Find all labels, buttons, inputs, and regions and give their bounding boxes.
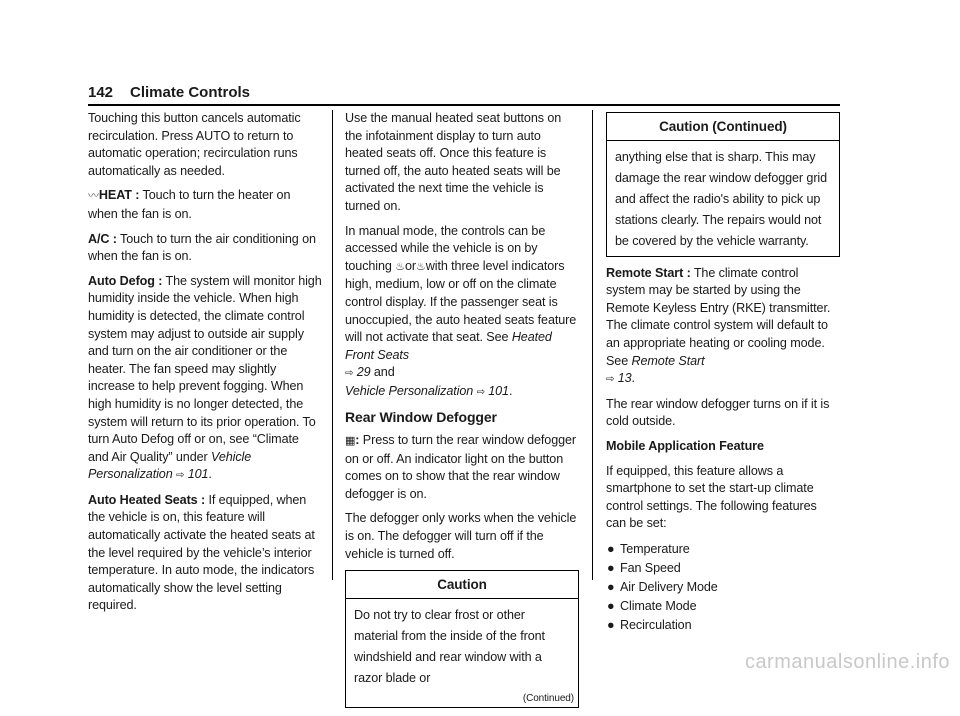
caution-box-continued <box>606 112 840 257</box>
heat-icon: 〰 <box>88 190 99 203</box>
list-item <box>606 578 840 597</box>
header-rule <box>88 104 840 106</box>
section-title: Climate Controls <box>130 84 251 101</box>
page-reference[interactable]: 101 <box>187 467 209 482</box>
auto-defog-paragraph: Auto Defog : The system will monitor high humidity inside the vehicle. When high humidity is detected, the climate control system may adjust to outside air supply and turn on the air conditioner or the heater. The fan speed may slightly increase to help prevent fogging. When high humidity is no longer detected, the system will return to its prior operation. To turn Auto Defog off or on, see “Climate and Air Quality” under Vehicle Personalization ⇨ 101. <box>88 273 322 482</box>
feature-list <box>606 540 840 635</box>
paragraph: The defogger only works when the vehicle is on. The defogger will turn off if the vehicle is turned off. <box>345 511 577 561</box>
text: or <box>404 258 416 273</box>
subheading: Mobile Application Feature <box>606 438 764 453</box>
auto-defog-label: Auto Defog : <box>88 273 163 288</box>
rear-defog-text: Press to turn the rear window defogger on or off. An indicator light on the button comes on to show that the rear window defogger is on. <box>345 433 577 501</box>
rear-defog-label: : <box>355 433 360 448</box>
ac-text: Touch to turn the air conditioning on when the fan is on. <box>88 231 316 264</box>
manual-mode-paragraph: In manual mode, the controls can be accessed while the vehicle is on by touching ♨or♨with three level indicators high, medium, low or off on the climate control display. If the passenger seat is unoccupied, the auto heated seats feature will not activate that seat. See Heated Front Seats ⇨ 29 and Vehicle Personalization ⇨ 101. <box>345 223 577 398</box>
cross-reference-link[interactable]: Remote Start <box>631 353 705 368</box>
remote-start-label: Remote Start : <box>606 265 691 280</box>
list-item-label: Air Delivery Mode <box>620 579 718 594</box>
page-ref-arrow-icon: ⇨ <box>606 374 615 386</box>
heat-paragraph <box>88 187 322 223</box>
rear-defog-paragraph <box>345 432 579 503</box>
bullet-icon: ● <box>607 579 615 594</box>
cross-reference-link[interactable]: Heated Front Seats <box>345 330 552 362</box>
rear-defog-icon: ▦ <box>345 435 356 448</box>
watermark: carmanualsonline.info <box>744 651 950 673</box>
paragraph: Use the manual heated seat buttons on the infotainment display to turn auto heated seats off. Once this feature is turned off, the auto heated seats will be activated the next time the vehicle is turned on. <box>345 111 562 213</box>
paragraph: If equipped, this feature allows a smartphone to set the start-up climate control settings. The following features can be set: <box>606 463 817 531</box>
heat-text: Touch to turn the heater on when the fan is on. <box>88 188 291 221</box>
ventilated-seat-icon: ♨ <box>415 260 426 273</box>
continued-label: (Continued) <box>522 692 574 704</box>
column-left <box>88 110 322 622</box>
page-ref-arrow-icon: ⇨ <box>476 386 485 398</box>
auto-defog-text: The system will monitor high humidity inside the vehicle. When high humidity is detected, the climate control system may adjust to outside air supply and turn on the air conditioner or the heater. The fan speed may slightly increase to help prevent fogging. When high humidity is no longer detected, the system will return to its prior operation. To turn Auto Defog off or on, see “Climate and Air Quality” under <box>88 273 322 464</box>
page-reference[interactable]: 101 <box>488 383 509 398</box>
column-divider <box>592 110 593 580</box>
remote-start-paragraph: Remote Start : The climate control system may be started by using the Remote Keyless Entry (RKE) transmitter. The climate control system will default to an appropriate heating or cooling mode. See Remote Start ⇨ 13. <box>606 265 831 386</box>
page-reference[interactable]: 13 <box>617 371 632 386</box>
section-heading: Rear Window Defogger <box>345 408 497 425</box>
list-item <box>606 597 840 616</box>
auto-heated-seats-label: Auto Heated Seats : <box>88 492 206 507</box>
text: and <box>373 365 395 380</box>
page-reference[interactable]: 29 <box>356 365 371 380</box>
column-divider <box>332 110 333 580</box>
page-header <box>88 84 250 101</box>
heat-label: HEAT : <box>98 188 140 203</box>
list-item-label: Fan Speed <box>620 560 681 575</box>
caution-title: Caution <box>346 571 578 599</box>
page-ref-arrow-icon: ⇨ <box>176 470 185 482</box>
list-item <box>606 540 840 559</box>
cross-reference-link[interactable]: Vehicle Personalization <box>88 449 252 482</box>
page-ref-arrow-icon: ⇨ <box>345 368 354 380</box>
ac-label: A/C : <box>88 231 117 246</box>
auto-heated-seats-paragraph <box>88 492 322 615</box>
bullet-icon: ● <box>607 617 615 632</box>
list-item <box>606 616 840 635</box>
ac-paragraph <box>88 231 322 266</box>
heated-seat-icon: ♨ <box>395 260 405 273</box>
list-item <box>606 559 840 578</box>
caution-title: Caution (Continued) <box>607 113 839 141</box>
remote-start-text: The climate control system may be started by using the Remote Keyless Entry (RKE) transmitter. The climate control system will default to an appropriate heating or cooling mode. See <box>606 265 831 368</box>
list-item-label: Temperature <box>620 541 690 556</box>
bullet-icon: ● <box>607 541 615 556</box>
auto-heated-seats-text: If equipped, when the vehicle is on, this feature will automatically activate the heated seats at the level required by the vehicle’s interior temperature. In auto mode, the indicators automatically show the level setting required. <box>88 492 315 613</box>
bullet-icon: ● <box>607 598 615 613</box>
column-middle <box>345 110 579 716</box>
list-item-label: Recirculation <box>620 617 692 632</box>
paragraph: Touching this button cancels automatic recirculation. Press AUTO to return to automatic operation; recirculation runs automatically as needed. <box>88 111 301 178</box>
text: In manual mode, the controls can be accessed while the vehicle is on by touching <box>345 223 546 273</box>
paragraph: The rear window defogger turns on if it is cold outside. <box>606 396 830 429</box>
column-right <box>606 110 840 635</box>
caution-text: Do not try to clear frost or other material from the inside of the front windshield and rear window with a razor blade or <box>354 607 545 685</box>
cross-reference-link[interactable]: Vehicle Personalization <box>345 383 474 398</box>
page-number: 142 <box>88 84 114 101</box>
list-item-label: Climate Mode <box>620 598 697 613</box>
bullet-icon: ● <box>607 560 615 575</box>
text: with three level indicators high, medium, low or off on the climate control display. If the passenger seat is unoccupied, the auto heated seats feature will not activate that seat. See <box>345 258 577 345</box>
caution-box <box>345 570 579 708</box>
caution-text: anything else that is sharp. This may damage the rear window defogger grid and affect the radio's ability to pick up stations clearly. The repairs would not be covered by the vehicle warranty. <box>615 149 828 248</box>
